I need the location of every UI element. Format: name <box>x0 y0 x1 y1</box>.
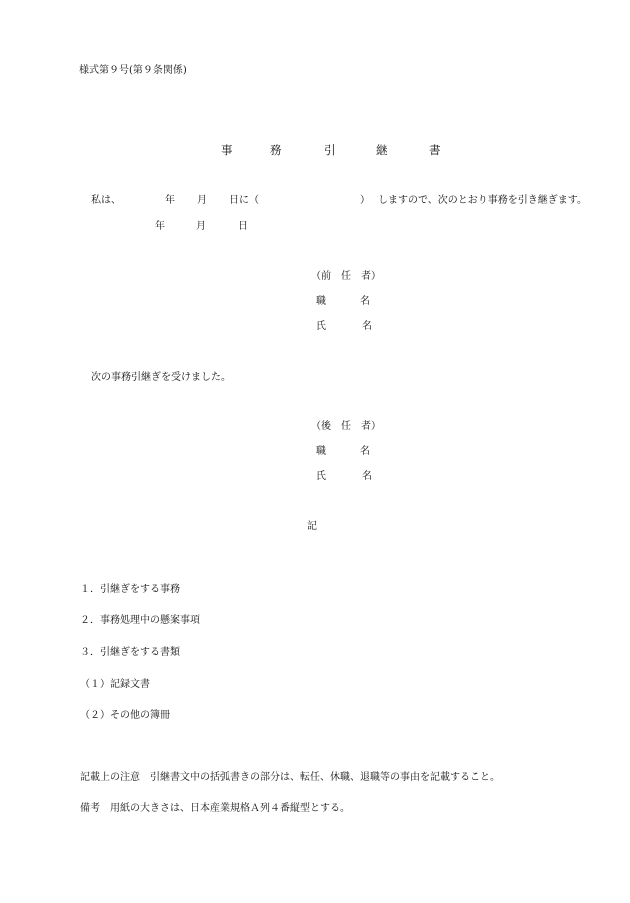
list-item: ２．事務処理中の懸案事項 <box>80 615 200 626</box>
title-char: 事 <box>221 143 233 157</box>
title-char: 務 <box>270 143 282 157</box>
caution-note: 記載上の注意 引継書文中の括弧書きの部分は、転任、休職、退職等の事由を記載すること。 <box>80 772 500 783</box>
ki-heading: 記 <box>307 521 317 532</box>
title-char: 継 <box>376 143 388 157</box>
statement-prefix: 私は、 <box>91 195 121 206</box>
list-subitem: （２）その他の簿冊 <box>80 710 170 721</box>
received-text: 次の事務引継ぎを受けました。 <box>91 372 231 383</box>
predecessor-name-label: 氏 <box>316 321 326 332</box>
date-month: 月 <box>196 221 206 232</box>
title-char: 書 <box>429 143 441 157</box>
list-item: １．引継ぎをする事務 <box>80 584 180 595</box>
statement-suffix: しますので、次のとおり事務を引き継ぎます。 <box>378 195 587 206</box>
statement-year: 年 <box>165 195 175 206</box>
list-subitem: （１）記録文書 <box>80 679 150 690</box>
successor-name-label: 氏 <box>316 471 326 482</box>
remark-note: 備考 用紙の大きさは、日本産業規格Ａ列４番縦型とする。 <box>80 803 350 814</box>
successor-position-label: 職 <box>316 446 326 457</box>
predecessor-heading: （前 任 者） <box>311 271 381 282</box>
predecessor-name-label: 名 <box>362 321 372 332</box>
successor-name-label: 名 <box>362 471 372 482</box>
date-year: 年 <box>155 221 165 232</box>
successor-heading: （後 任 者） <box>311 421 381 432</box>
successor-position-label: 名 <box>360 446 370 457</box>
predecessor-position-label: 名 <box>360 296 370 307</box>
form-number: 様式第９号(第９条関係) <box>79 65 187 76</box>
statement-day: 日に（ <box>229 195 259 206</box>
predecessor-position-label: 職 <box>316 296 326 307</box>
date-day: 日 <box>238 221 248 232</box>
title-char: 引 <box>324 143 336 157</box>
list-item: ３．引継ぎをする書類 <box>80 647 180 658</box>
statement-paren-close: ） <box>360 195 370 206</box>
statement-month: 月 <box>197 195 207 206</box>
